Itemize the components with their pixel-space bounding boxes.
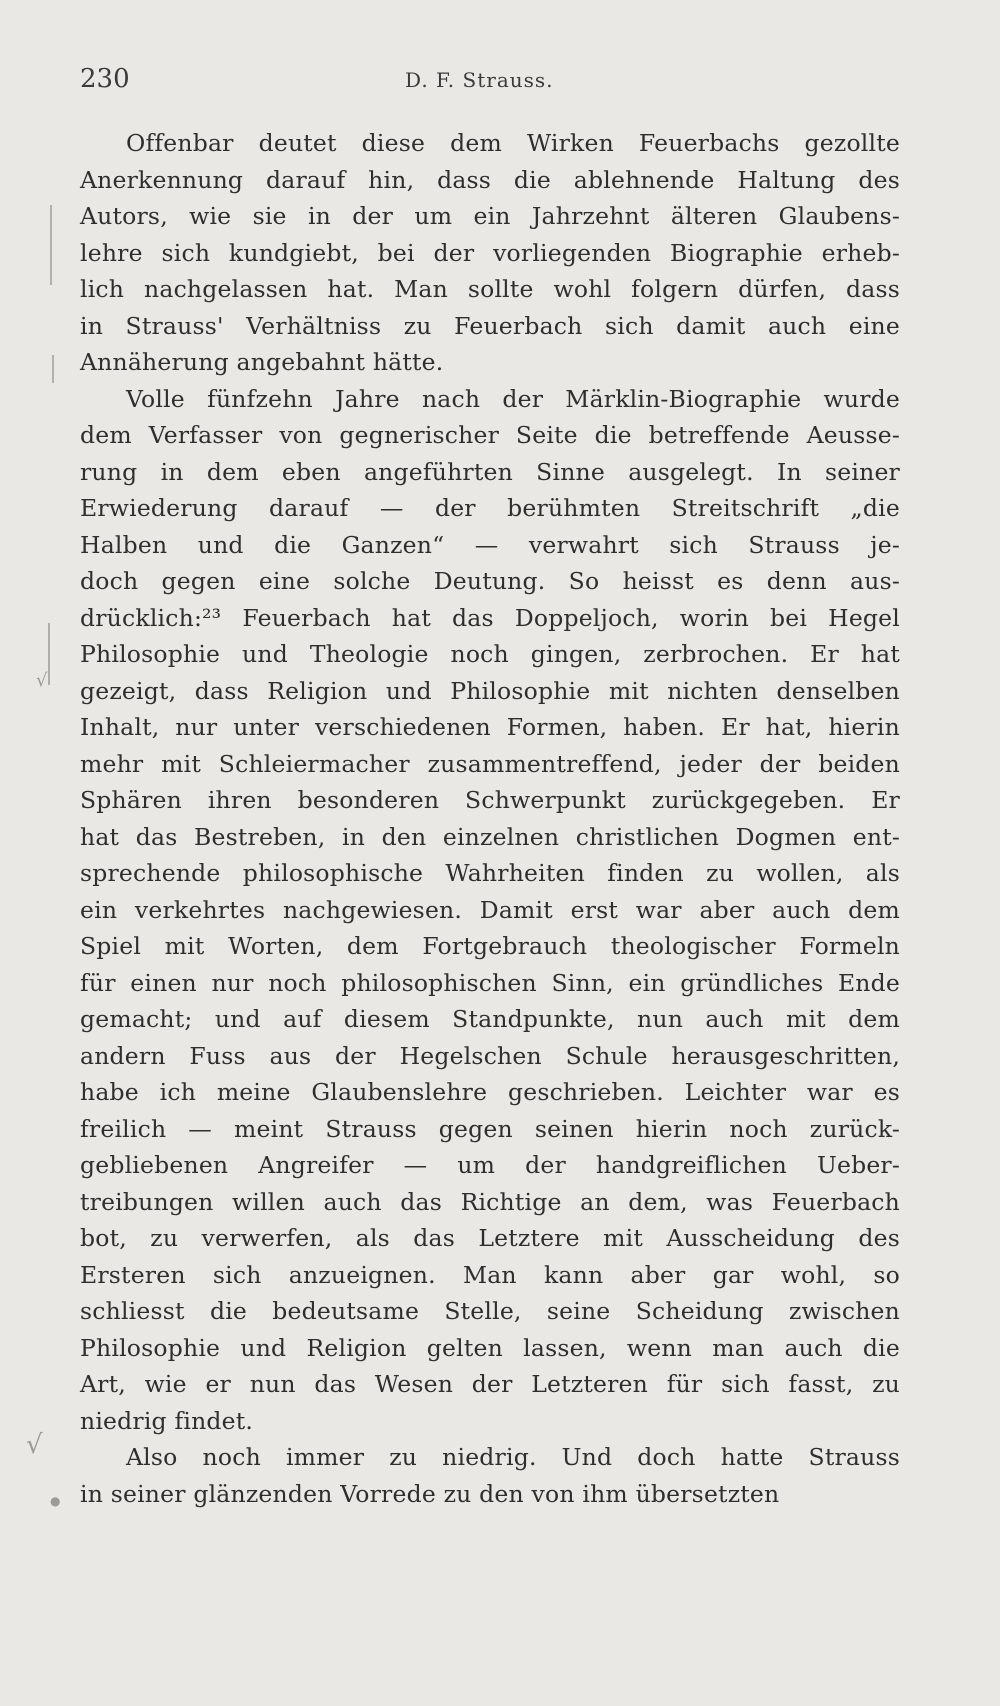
body-text bbox=[80, 125, 900, 1512]
text-line: ein verkehrtes nachgewiesen. Damit erst war aber auch dem bbox=[80, 895, 900, 924]
text-line: Art, wie er nun das Wesen der Letzteren für sich fasst, zu bbox=[80, 1370, 900, 1398]
text-line: Halben und die Ganzen“ — verwahrt sich Strauss je- bbox=[80, 530, 900, 559]
margin-bracket-mark bbox=[48, 623, 50, 685]
text-line: für einen nur noch philosophischen Sinn, ein gründliches Ende bbox=[80, 968, 900, 997]
text-line: Erwiederung darauf — der berühmten Streitschrift „die bbox=[80, 494, 900, 522]
margin-check-mark-icon: √ bbox=[36, 670, 48, 691]
paragraph bbox=[80, 1439, 900, 1512]
text-line: in Strauss' Verhältniss zu Feuerbach sich damit auch eine bbox=[80, 311, 900, 340]
text-line: gezeigt, dass Religion und Philosophie mit nichten denselben bbox=[80, 676, 900, 705]
text-line: doch gegen eine solche Deutung. So heisst es denn aus- bbox=[80, 567, 900, 595]
text-line: habe ich meine Glaubenslehre geschrieben. Leichter war es bbox=[80, 1078, 900, 1106]
text-line: bot, zu verwerfen, als das Letztere mit Ausscheidung des bbox=[80, 1224, 900, 1252]
text-line: sprechende philosophische Wahrheiten finden zu wollen, als bbox=[80, 859, 900, 887]
text-line: drücklich:²³ Feuerbach hat das Doppeljoch, worin bei Hegel bbox=[80, 603, 900, 632]
text-line: Offenbar deutet diese dem Wirken Feuerbachs gezollte bbox=[126, 129, 900, 157]
margin-bracket-mark bbox=[50, 205, 52, 285]
text-line: gebliebenen Angreifer — um der handgreiflichen Ueber- bbox=[80, 1151, 900, 1179]
margin-dot-mark-icon: ● bbox=[50, 1494, 61, 1508]
text-line: gemacht; und auf diesem Standpunkte, nun auch mit dem bbox=[80, 1005, 900, 1033]
text-line: hat das Bestreben, in den einzelnen christlichen Dogmen ent- bbox=[80, 822, 900, 851]
text-line: mehr mit Schleiermacher zusammentreffend, jeder der beiden bbox=[80, 749, 900, 778]
text-line: Also noch immer zu niedrig. Und doch hatte Strauss bbox=[126, 1443, 900, 1471]
text-line: treibungen willen auch das Richtige an dem, was Feuerbach bbox=[80, 1187, 900, 1216]
text-line: Philosophie und Religion gelten lassen, wenn man auch die bbox=[80, 1333, 900, 1362]
text-line: freilich — meint Strauss gegen seinen hierin noch zurück- bbox=[80, 1114, 900, 1143]
text-line: in seiner glänzenden Vorrede zu den von ihm übersetzten bbox=[80, 1479, 780, 1508]
paragraph bbox=[80, 125, 900, 381]
page-number: 230 bbox=[80, 64, 130, 94]
text-line: Ersteren sich anzueignen. Man kann aber gar wohl, so bbox=[80, 1260, 900, 1289]
margin-check-mark-icon: √ bbox=[26, 1430, 43, 1460]
text-line: schliesst die bedeutsame Stelle, seine Scheidung zwischen bbox=[80, 1297, 900, 1325]
text-line: lich nachgelassen hat. Man sollte wohl folgern dürfen, dass bbox=[80, 275, 900, 303]
text-line: rung in dem eben angeführten Sinne ausgelegt. In seiner bbox=[80, 457, 900, 486]
text-line: Autors, wie sie in der um ein Jahrzehnt älteren Glaubens- bbox=[80, 202, 900, 230]
text-line: niedrig findet. bbox=[80, 1406, 254, 1435]
paragraph bbox=[80, 381, 900, 1440]
page-header bbox=[80, 64, 900, 104]
text-line: Volle fünfzehn Jahre nach der Märklin-Biographie wurde bbox=[126, 384, 900, 413]
text-line: Annäherung angebahnt hätte. bbox=[80, 348, 444, 376]
text-line: lehre sich kundgiebt, bei der vorliegenden Biographie erheb- bbox=[80, 238, 900, 267]
running-head: D. F. Strauss. bbox=[405, 68, 554, 92]
margin-bracket-mark bbox=[52, 355, 54, 383]
text-line: Spiel mit Worten, dem Fortgebrauch theologischer Formeln bbox=[80, 932, 900, 960]
text-line: Philosophie und Theologie noch gingen, zerbrochen. Er hat bbox=[80, 640, 900, 668]
text-line: dem Verfasser von gegnerischer Seite die betreffende Aeusse- bbox=[80, 421, 900, 449]
text-line: Inhalt, nur unter verschiedenen Formen, haben. Er hat, hierin bbox=[80, 713, 900, 741]
text-line: andern Fuss aus der Hegelschen Schule herausgeschritten, bbox=[80, 1041, 900, 1070]
text-line: Sphären ihren besonderen Schwerpunkt zurückgegeben. Er bbox=[80, 786, 900, 814]
text-line: Anerkennung darauf hin, dass die ablehnende Haltung des bbox=[80, 165, 900, 194]
